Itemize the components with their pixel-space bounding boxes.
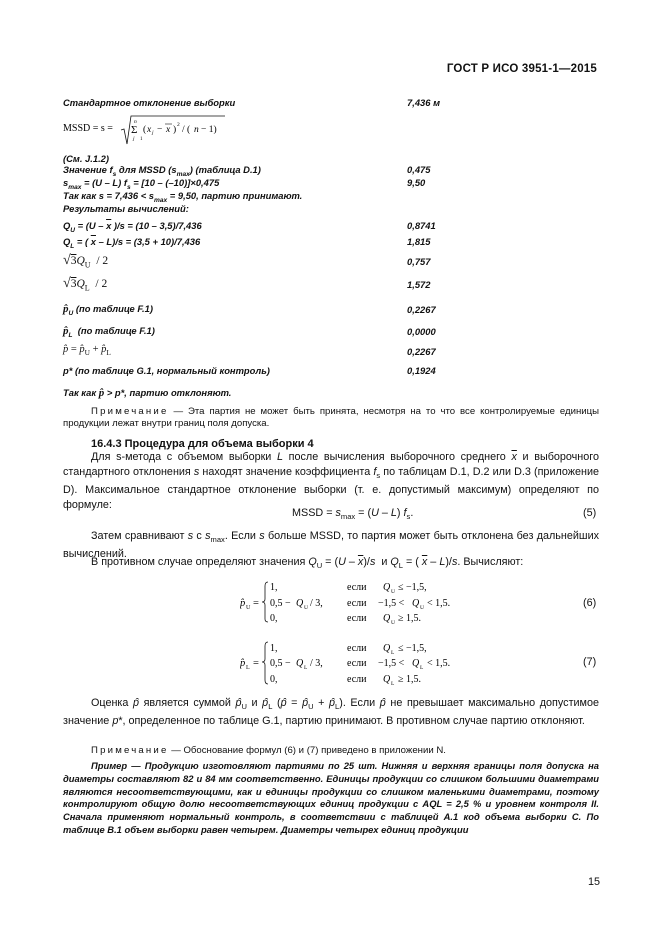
- svg-text:Σ: Σ: [131, 124, 138, 136]
- svg-text:U: U: [246, 605, 251, 611]
- std-dev-label: Стандартное отклонение выборки: [63, 97, 236, 108]
- paragraph-compare: Затем сравнивают s с $s_{max}$. Если s больше MSSD, то партия может быть отклонена без дальнейших вычислений.: [63, 530, 600, 561]
- svg-text:0,5 −: 0,5 −: [270, 658, 291, 669]
- svg-text:=: =: [253, 658, 259, 669]
- example-paragraph: Пример — Продукцию изготовляют партиями по 25 шт. Нижняя и верхняя границы поля допуска на диаметры составляют 82 и 84 мм соответственно. Единицы продукции со слишком большими диаметрами являются несоответствующими, как и единицы продукции со слишком маленькими диаметрами, поэтому контролируют общую долю несоответствующих единиц продукции с AQL = 2,5 % и уровнем контроля II. Сначала применяют нормальный контроль, в соответствии с таблицей A.1 код объема выборки C. По таблице B.1 объем выборки равен четырем. Диаметры четырех единиц продукции: [63, 760, 599, 835]
- svg-text:U: U: [391, 589, 395, 595]
- svg-text:Q: Q: [412, 598, 420, 609]
- svg-text:− 1): − 1): [201, 125, 217, 135]
- svg-text:1: 1: [140, 137, 143, 142]
- svg-text:n: n: [134, 119, 137, 125]
- svg-text:Q: Q: [296, 598, 304, 609]
- std-dev-value: 7,436 м: [407, 97, 441, 108]
- svg-text:U: U: [304, 605, 308, 611]
- svg-text:x: x: [166, 125, 171, 135]
- svg-text:Q: Q: [296, 658, 304, 669]
- paragraph-s-method: Для s-метода с объемом выборки L после вычисления выборочного среднего $\overline{x}$ и выборочного стандартного отклонения s находят значение коэффициента $f_s$ по таблицам D.1, D.2 или D.3 (приложение D). Максимальное стандартное отклонение выборки (т. е. допустимый максимум) определяют по формуле:: [63, 451, 600, 512]
- mssd-formula: [63, 112, 233, 153]
- note-2: Примечание — Обоснование формул (6) и (7) приведено в приложении N.: [91, 745, 446, 756]
- svg-text:Q: Q: [383, 613, 391, 624]
- svg-text:если: если: [347, 658, 367, 669]
- smax-value: 9,50: [407, 177, 426, 188]
- equation-6-number: (6): [583, 597, 597, 609]
- qu-value: 0,8741: [407, 220, 436, 231]
- svg-text:≥ 1,5.: ≥ 1,5.: [398, 613, 421, 624]
- svg-text:−: −: [157, 125, 163, 135]
- svg-text:если: если: [347, 643, 367, 654]
- svg-text:≤ −1,5,: ≤ −1,5,: [398, 643, 427, 654]
- ql-formula: $Q_L$ = ( $\overline{x} - L)/s = (3,5 + 10)/7,436$: [63, 236, 201, 250]
- svg-text:≤ −1,5,: ≤ −1,5,: [398, 582, 427, 593]
- svg-text:L: L: [304, 665, 308, 671]
- svg-text:U: U: [391, 620, 395, 626]
- svg-text:≥ 1,5.: ≥ 1,5.: [398, 674, 421, 685]
- sqrt3-qu-value: 0,757: [407, 256, 431, 267]
- equation-7: [240, 640, 500, 693]
- see-reference: (См. J.1.2): [63, 153, 110, 164]
- equation-6: [240, 578, 500, 631]
- svg-text:2: 2: [177, 122, 180, 128]
- svg-text:p̂: p̂: [240, 598, 246, 609]
- document-id: ГОСТ Р ИСО 3951-1—2015: [446, 63, 597, 75]
- svg-text:Q: Q: [383, 643, 391, 654]
- svg-text:/ 3,: / 3,: [310, 658, 323, 669]
- results-label: Результаты вычислений:: [63, 203, 189, 214]
- svg-text:1,: 1,: [270, 643, 278, 654]
- svg-text:< 1,5.: < 1,5.: [427, 658, 451, 669]
- svg-text:если: если: [347, 598, 367, 609]
- svg-text:−1,5 <: −1,5 <: [378, 598, 405, 609]
- svg-text:p̂: p̂: [240, 658, 246, 669]
- equation-7-number: (7): [583, 656, 597, 668]
- paragraph-estimate: Оценка p̂ является суммой $p̂_U$ и $p̂_L$ (p̂ = $p̂_U$ + $p̂_L$). Если p̂ не превышает максимально допустимое значение p*, определенное по таблице G.1, партию принимают. В противном случае партию отклоняют.: [63, 697, 599, 728]
- svg-text:x: x: [147, 125, 152, 135]
- svg-text:Q: Q: [412, 658, 420, 669]
- svg-text:если: если: [347, 674, 367, 685]
- qu-formula: $Q_U = (U - \overline{x}$ )/s = (10 – 3,5)/7,436: [63, 220, 202, 234]
- ql-value: 1,815: [407, 236, 431, 247]
- svg-text:L: L: [420, 665, 424, 671]
- p-sum-value: 0,2267: [407, 346, 436, 357]
- paragraph-otherwise: В противном случае определяют значения $Q_U = (U - \overline{x})/s$ и $Q_L$ = ( $\overline{x} - L)/s$. Вычисляют:: [91, 556, 524, 571]
- svg-text:MSSD = s =: MSSD = s =: [63, 123, 113, 134]
- svg-text:−1,5 <: −1,5 <: [378, 658, 405, 669]
- pl-label: $p̂_L$ (по таблице F.1): [63, 325, 155, 339]
- svg-text:L: L: [391, 681, 395, 687]
- svg-text:L: L: [246, 665, 250, 671]
- smax-label: $s_{max} = (U - L) f_s = [10 - (-10)]\times 0,475$: [63, 177, 220, 191]
- accept-statement: Так как $s = 7,436 < s_{max} = 9,50$, партию принимают.: [63, 190, 303, 204]
- pstar-label: p* (по таблице G.1, нормальный контроль): [63, 365, 270, 376]
- svg-text:/ 3,: / 3,: [310, 598, 323, 609]
- sqrt3-qu-formula: $√3Q_U / 2$: [63, 253, 109, 270]
- conclusion: Так как p̂ > p*, партию отклоняют.: [63, 387, 232, 399]
- equation-5: MSSD = $s_{max} = (U - L)$ $f_s$.: [292, 507, 414, 522]
- page-number: 15: [588, 876, 601, 888]
- section-heading: 16.4.3 Процедура для объема выборки 4: [91, 438, 314, 450]
- svg-text:U: U: [420, 605, 424, 611]
- svg-text:): ): [173, 125, 177, 135]
- svg-text:=: =: [253, 598, 259, 609]
- svg-text:j: j: [152, 130, 154, 136]
- pl-value: 0,0000: [407, 326, 436, 337]
- svg-text:Q: Q: [383, 674, 391, 685]
- svg-text:если: если: [347, 582, 367, 593]
- fs-value: 0,475: [407, 164, 431, 175]
- svg-text:если: если: [347, 613, 367, 624]
- svg-text:/ (: / (: [182, 125, 191, 135]
- svg-text:0,5 −: 0,5 −: [270, 598, 291, 609]
- note-1: Примечание — Эта партия не может быть принята, несмотря на то что все контролируемые единицы продукции лежат внутри границ поля допуска.: [63, 406, 599, 430]
- svg-text:n: n: [194, 125, 199, 135]
- p-sum-formula: p̂ = $p̂_U$ + $p̂_L$: [63, 344, 111, 358]
- pu-label: $p̂_U$ (по таблице F.1): [63, 303, 153, 317]
- svg-text:0,: 0,: [270, 674, 278, 685]
- equation-5-number: (5): [583, 507, 597, 519]
- svg-text:(: (: [143, 125, 147, 135]
- sqrt3-ql-formula: $√3Q_L / 2$: [63, 276, 108, 293]
- pstar-value: 0,1924: [407, 365, 436, 376]
- svg-text:j: j: [133, 136, 135, 142]
- sqrt3-ql-value: 1,572: [407, 279, 431, 290]
- svg-text:0,: 0,: [270, 613, 278, 624]
- svg-text:1,: 1,: [270, 582, 278, 593]
- svg-text:L: L: [391, 650, 395, 656]
- pu-value: 0,2267: [407, 304, 436, 315]
- svg-text:Q: Q: [383, 582, 391, 593]
- svg-text:< 1,5.: < 1,5.: [427, 598, 451, 609]
- fs-label: Значение $f_s$ для MSSD $(s_{max})$ (таблица D.1): [63, 164, 261, 178]
